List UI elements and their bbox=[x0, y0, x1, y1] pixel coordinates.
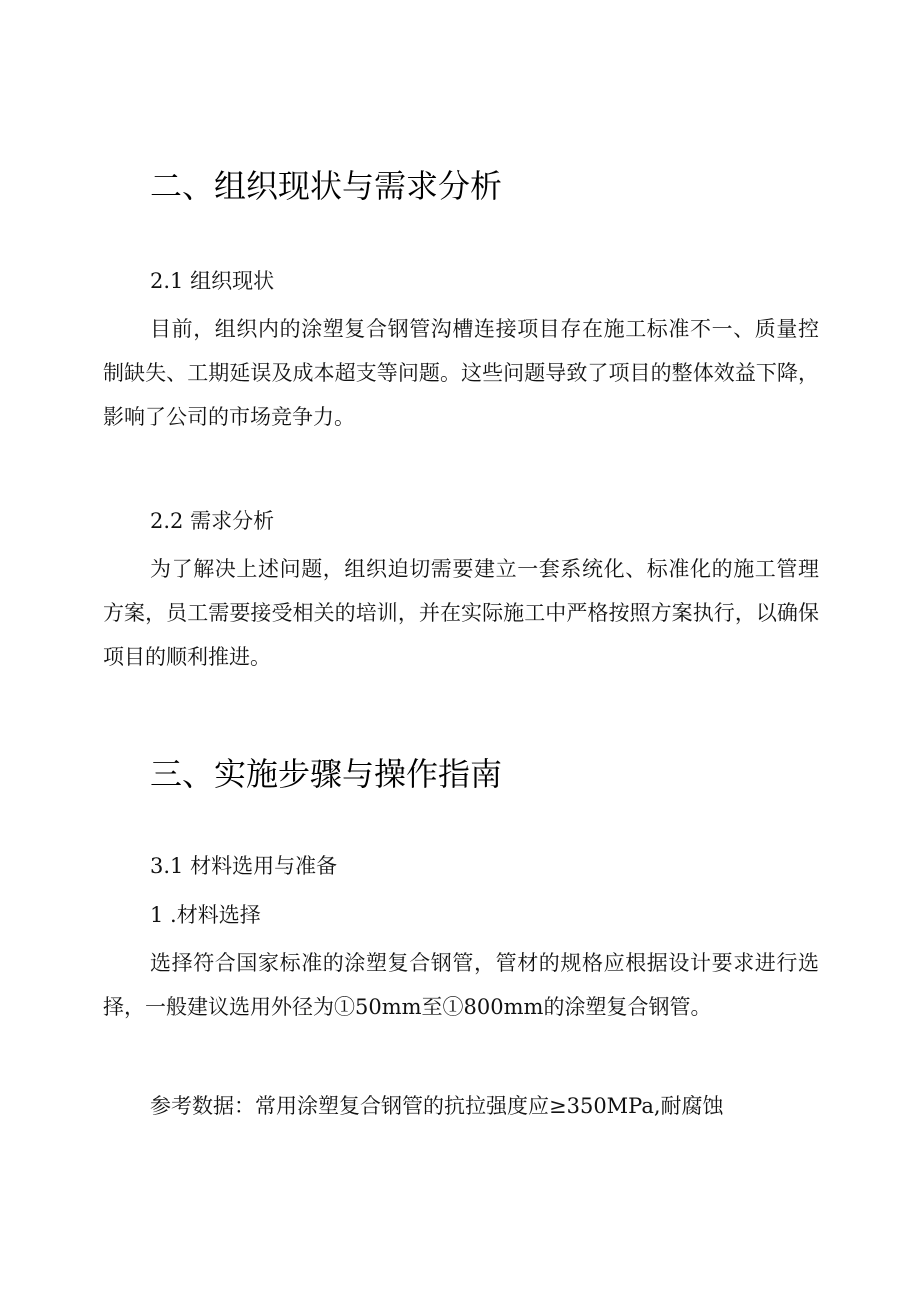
subsection-2-2-body: 为了解决上述问题，组织迫切需要建立一套系统化、标准化的施工管理方案，员工需要接受相关的培训，并在实际施工中严格按照方案执行，以确保项目的顺利推进。 bbox=[103, 557, 819, 669]
material-selection-body: 选择符合国家标准的涂塑复合钢管，管材的规格应根据设计要求进行选择，一般建议选用外径为①50mm至①800mm的涂塑复合钢管。 bbox=[103, 951, 819, 1019]
reference-data-line: 参考数据：常用涂塑复合钢管的抗拉强度应≥350MPa,耐腐蚀 bbox=[150, 1094, 724, 1118]
subsection-3-1-heading: 3.1 材料选用与准备 bbox=[150, 854, 338, 878]
section-2-title: 二、组织现状与需求分析 bbox=[150, 167, 503, 205]
subsection-2-1-body: 目前，组织内的涂塑复合钢管沟槽连接项目存在施工标准不一、质量控制缺失、工期延误及成本超支等问题。这些问题导致了项目的整体效益下降，影响了公司的市场竞争力。 bbox=[103, 317, 819, 429]
item-1-heading: 1 .材料选择 bbox=[150, 903, 261, 927]
subsection-2-2-heading: 2.2 需求分析 bbox=[150, 509, 275, 533]
subsection-2-1-heading: 2.1 组织现状 bbox=[150, 269, 275, 293]
section-3-title: 三、实施步骤与操作指南 bbox=[150, 755, 503, 793]
